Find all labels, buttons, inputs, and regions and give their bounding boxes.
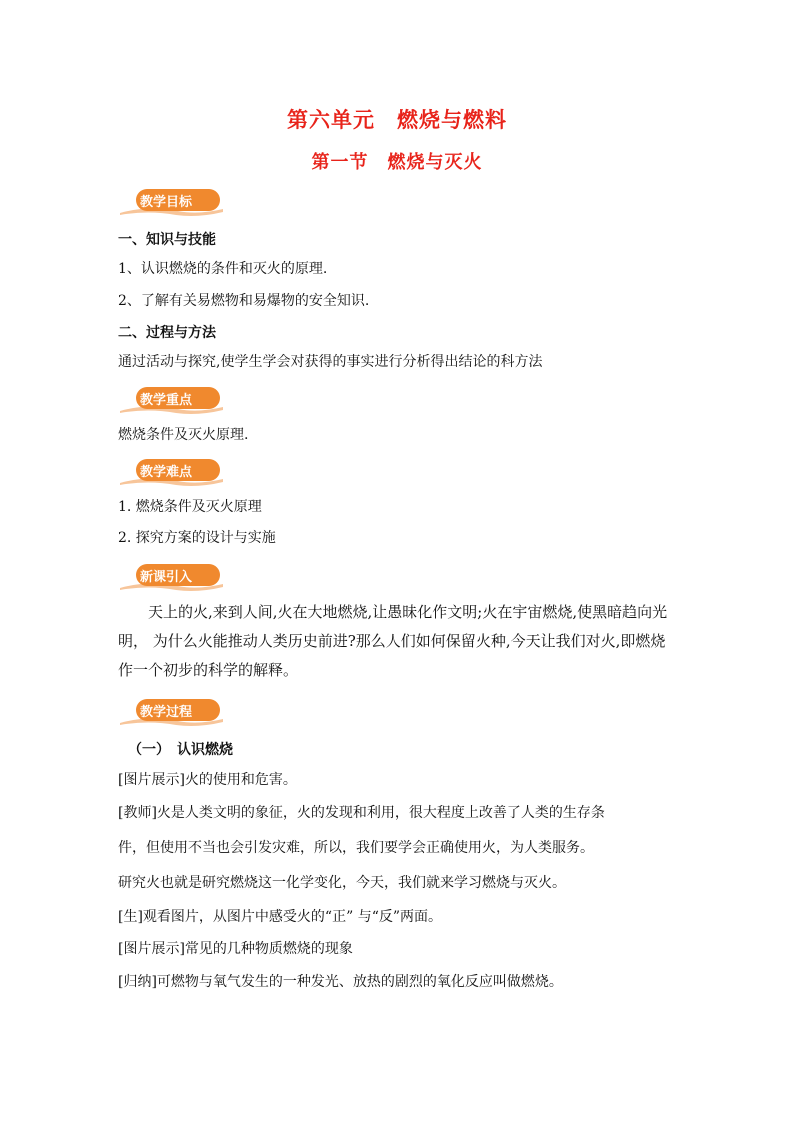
process-line: [归纳]可燃物与氧气发生的一种发光、放热的剧烈的氧化反应叫做燃烧。	[118, 974, 563, 990]
section-title: 第一节 燃烧与灭火	[311, 152, 483, 173]
intro-paragraph: 天上的火,来到人间,火在大地燃烧,让愚昧化作文明;火在宇宙燃烧,使黑暗趋向光明， 为什么火能推动人类历史前进?那么人们如何保留火种,今天让我们对火,即燃烧作一个初步的科学的解释。	[118, 603, 668, 679]
badge-label: 新课引入	[140, 570, 193, 585]
process-line: 研究火也就是研究燃烧这一化学变化，今天，我们就来学习燃烧与灭火。	[118, 875, 566, 891]
process-line: [教师]火是人类文明的象征，火的发现和利用，很大程度上改善了人类的生存条	[118, 805, 605, 821]
objective-text: 通过活动与探究,使学生学会对获得的事实进行分析得出结论的科方法	[118, 354, 543, 370]
difficulty-item: 1. 燃烧条件及灭火原理	[118, 499, 262, 515]
objectives-heading-2: 二、过程与方法	[118, 325, 216, 341]
badge-process	[118, 697, 228, 727]
badge-key-points	[118, 385, 228, 415]
unit-title: 第六单元 燃烧与燃料	[287, 108, 507, 132]
difficulty-item: 2. 探究方案的设计与实施	[118, 530, 276, 546]
badge-label: 教学难点	[140, 465, 193, 480]
key-points-text: 燃烧条件及灭火原理.	[118, 427, 249, 443]
badge-label: 教学过程	[140, 705, 193, 720]
badge-intro	[118, 562, 228, 592]
objective-item: 2、了解有关易燃物和易爆物的安全知识.	[118, 293, 370, 309]
badge-difficulties	[118, 457, 228, 487]
process-line: 件，但使用不当也会引发灾难，所以，我们要学会正确使用火，为人类服务。	[118, 840, 594, 856]
process-line: [图片展示]火的使用和危害。	[118, 772, 297, 788]
badge-label: 教学目标	[140, 195, 193, 210]
process-subheading: （一） 认识燃烧	[128, 742, 233, 758]
badge-objectives	[118, 187, 228, 217]
process-line: [生]观看图片，从图片中感受火的“正” 与“反”两面。	[118, 909, 443, 925]
process-line: [图片展示]常见的几种物质燃烧的现象	[118, 941, 353, 957]
badge-label: 教学重点	[140, 393, 193, 408]
objective-item: 1、认识燃烧的条件和灭火的原理.	[118, 261, 328, 277]
objectives-heading-1: 一、知识与技能	[118, 232, 216, 248]
